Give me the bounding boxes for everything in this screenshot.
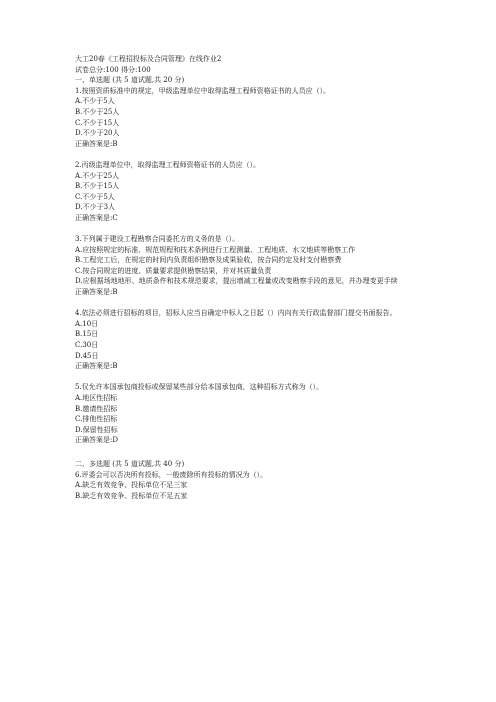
- option-a: A.10日: [75, 319, 99, 328]
- option-a: A.不少于25人: [75, 171, 120, 180]
- option-c: C.排他性招标: [75, 415, 118, 424]
- question-stem: 2.丙级监理单位中，取得监理工程师资格证书的人员应（）。: [75, 160, 261, 169]
- document-title: 大工20春《工程招投标及合同管理》在线作业2: [75, 55, 222, 63]
- section-header-single-choice: 一、单选题 (共 5 道试题,共 20 分): [75, 76, 185, 85]
- option-b: B.邀请性招标: [75, 404, 118, 413]
- option-d: D.不少于3人: [75, 203, 116, 212]
- option-c: C.不少于5人: [75, 192, 115, 201]
- score-line: 试卷总分:100 得分:100: [75, 65, 151, 74]
- option-d: D.45日: [75, 351, 99, 360]
- option-d: D.不少于20人: [75, 129, 120, 138]
- correct-answer: 正确答案是:B: [75, 288, 118, 297]
- question-block: [75, 308, 420, 372]
- correct-answer: 正确答案是:C: [75, 213, 118, 222]
- option-b: B.工程完工后，在规定的时间内负责组织勘察及成果验收，按合同约定及时支付勘察费: [75, 256, 342, 265]
- question-stem: 1.按照资质标准中的规定，甲级监理单位中取得监理工程师资格证书的人员应（）。: [75, 86, 331, 95]
- correct-answer: 正确答案是:B: [75, 139, 118, 148]
- correct-answer: 正确答案是:B: [75, 362, 118, 371]
- option-a: A.缺乏有效竞争、投标单位不足三家: [75, 481, 188, 490]
- option-c: C.30日: [75, 341, 99, 350]
- question-stem: 6.评委会可以否决所有投标，一般废除所有投标的情况为（）。: [75, 470, 268, 479]
- question-block: [75, 234, 420, 298]
- document-page: [75, 54, 420, 501]
- option-c: C.按合同规定的进度、质量要求提供勘察结果，并对其质量负责: [75, 266, 272, 275]
- option-b: B.不少于25人: [75, 107, 120, 116]
- option-a: A.不少于5人: [75, 97, 115, 106]
- option-b: B.15日: [75, 330, 99, 339]
- question-stem: 4.依法必须进行招标的项目，招标人应当自确定中标人之日起（）内向有关行政监督部门提交书面报告。: [75, 309, 397, 318]
- question-block: [75, 86, 420, 150]
- option-a: A.地区性招标: [75, 394, 118, 402]
- option-d: D.应根据场地地形、地质条件和技术规范要求，提出增减工程量或改变勘察手段的意见，并办理变更手续: [75, 277, 398, 286]
- question-block: [75, 160, 420, 224]
- option-b: B.缺乏有效竞争、投标单位不足五家: [75, 491, 188, 500]
- question-stem: 5.仅允许本国承包商投标或保留某些部分给本国承包商，这种招标方式称为（）。: [75, 383, 324, 392]
- option-c: C.不少于15人: [75, 118, 120, 127]
- question-block: [75, 470, 420, 502]
- correct-answer: 正确答案是:D: [75, 436, 118, 445]
- option-a: A.应按照规定的标准、规范规程和技术条例进行工程测量、工程地质、水文地质等勘察工作: [75, 245, 356, 254]
- question-stem: 3.下列属于建设工程勘察合同委托方的义务的是（）。: [75, 235, 240, 244]
- question-block: [75, 382, 420, 446]
- option-d: D.保留性招标: [75, 425, 118, 434]
- section-header-multiple-choice: 二、多选题 (共 5 道试题,共 40 分): [75, 459, 185, 468]
- option-b: B.不少于15人: [75, 182, 120, 191]
